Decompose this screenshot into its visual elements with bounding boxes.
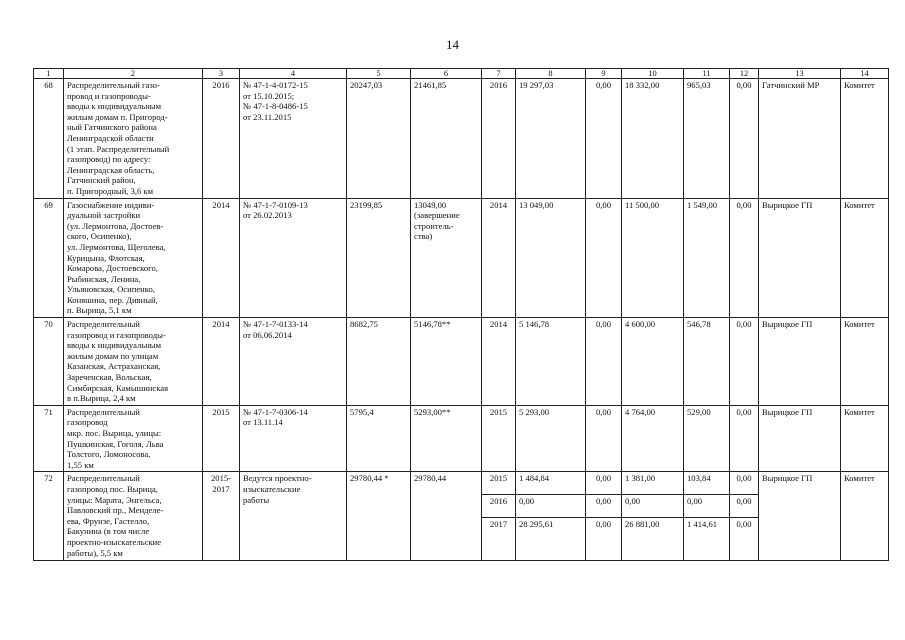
object-name: Распределительный газо- провод и газопроводы- вводы к индивидуальным жилым домам п. Пригород- ный Гатчинского района Ленинградской области (1 этап. Распределительный газопровод) по адресу: Ленинградская область, Гатчинский район, п. Пригородный, 3,6 км (64, 79, 203, 199)
header-cell: 11 (684, 69, 730, 79)
sub-year: 2017 (482, 518, 516, 561)
municipality: Гатчинский МР (759, 79, 841, 199)
responsible: Комитет (841, 198, 889, 318)
sub-year: 2015 (482, 405, 516, 472)
sub-year: 2016 (482, 79, 516, 199)
col12-value: 0,00 (730, 198, 759, 318)
row-number: 68 (34, 79, 64, 199)
header-cell: 10 (622, 69, 684, 79)
col11-value: 0,00 (684, 495, 730, 518)
col8-value: 1 484,84 (516, 472, 586, 495)
header-cell: 9 (586, 69, 622, 79)
col11-value: 546,78 (684, 318, 730, 406)
col9-value: 0,00 (586, 198, 622, 318)
col12-value: 0,00 (730, 318, 759, 406)
header-cell: 6 (411, 69, 482, 79)
col5-value: 5795,4 (347, 405, 411, 472)
header-cell: 3 (203, 69, 240, 79)
sub-year: 2014 (482, 198, 516, 318)
document-ref: № 47-1-7-0109-13 от 26.02.2013 (240, 198, 347, 318)
header-cell: 14 (841, 69, 889, 79)
header-cell: 12 (730, 69, 759, 79)
year: 2014 (203, 198, 240, 318)
header-cell: 5 (347, 69, 411, 79)
responsible: Комитет (841, 472, 889, 561)
sub-year: 2015 (482, 472, 516, 495)
col8-value: 28 295,61 (516, 518, 586, 561)
col12-value: 0,00 (730, 405, 759, 472)
table-row (34, 79, 889, 199)
object-name: Распределительный газопровод мкр. пос. Вырица, улицы: Пушкинская, Гоголя, Льва Толстого, Ломоносова, 1,55 км (64, 405, 203, 472)
col9-value: 0,00 (586, 318, 622, 406)
col6-value: 29780,44 (411, 472, 482, 561)
data-table (33, 68, 889, 561)
col8-value: 19 297,03 (516, 79, 586, 199)
table-row (34, 198, 889, 318)
col5-value: 20247,03 (347, 79, 411, 199)
header-cell: 2 (64, 69, 203, 79)
col8-value: 13 049,00 (516, 198, 586, 318)
year: 2015 (203, 405, 240, 472)
col11-value: 965,03 (684, 79, 730, 199)
municipality: Вырицкое ГП (759, 318, 841, 406)
object-name: Газоснабжение индиви- дуальной застройки (ул. Лермонтова, Достоев- ского, Осипенко), ул. Лермонтова, Щеголева, Курицына, Флотская, Комарова, Достоевского, Рыбинская, Ленина, Ульяновская, Осипенко, Коняшина, пер. Дивный, п. Вырица, 5,1 км (64, 198, 203, 318)
year: 2016 (203, 79, 240, 199)
header-row (34, 69, 889, 79)
col11-value: 529,00 (684, 405, 730, 472)
col11-value: 103,84 (684, 472, 730, 495)
col9-value: 0,00 (586, 79, 622, 199)
sub-year: 2016 (482, 495, 516, 518)
col11-value: 1 414,61 (684, 518, 730, 561)
header-cell: 4 (240, 69, 347, 79)
col12-value: 0,00 (730, 79, 759, 199)
header-cell: 8 (516, 69, 586, 79)
sub-year: 2014 (482, 318, 516, 406)
row-number: 69 (34, 198, 64, 318)
col10-value: 11 500,00 (622, 198, 684, 318)
col9-value: 0,00 (586, 472, 622, 495)
row-number: 71 (34, 405, 64, 472)
col9-value: 0,00 (586, 405, 622, 472)
col6-value: 5293,00** (411, 405, 482, 472)
object-name: Распределительный газопровод пос. Вырица, улицы: Марата, Энгельса, Павловский пр., Менделе- ева, Фрунзе, Гастелло, Бакунина (в том числе проектно-изыскательские работы), 5,5 км (64, 472, 203, 561)
col5-value: 8682,75 (347, 318, 411, 406)
responsible: Комитет (841, 405, 889, 472)
table-row (34, 318, 889, 406)
row-number: 70 (34, 318, 64, 406)
col6-value: 5146,78** (411, 318, 482, 406)
col6-value: 13049,00 (завершение строитель- ства) (411, 198, 482, 318)
header-cell: 13 (759, 69, 841, 79)
table-row (34, 472, 889, 495)
col11-value: 1 549,00 (684, 198, 730, 318)
document-ref: Ведутся проектно- изыскательские работы (240, 472, 347, 561)
col5-value: 23199,85 (347, 198, 411, 318)
year: 2014 (203, 318, 240, 406)
object-name: Распределительный газопровод и газопроводы- вводы к индивидуальным жилым домам по улицам Казанская, Астраханская, Зареченская, Вольская, Симбирская, Камышинская в п.Вырица, 2,4 км (64, 318, 203, 406)
municipality: Вырицкое ГП (759, 472, 841, 561)
row-number: 72 (34, 472, 64, 561)
header-cell: 7 (482, 69, 516, 79)
document-ref: № 47-1-7-0306-14 от 13.11.14 (240, 405, 347, 472)
col9-value: 0,00 (586, 518, 622, 561)
page-number: 14 (446, 37, 459, 52)
col12-value: 0,00 (730, 495, 759, 518)
col12-value: 0,00 (730, 472, 759, 495)
col10-value: 1 381,00 (622, 472, 684, 495)
municipality: Вырицкое ГП (759, 198, 841, 318)
document-ref: № 47-1-7-0133-14 от 06.06.2014 (240, 318, 347, 406)
table-row (34, 405, 889, 472)
col8-value: 5 293,00 (516, 405, 586, 472)
col10-value: 18 332,00 (622, 79, 684, 199)
municipality: Вырицкое ГП (759, 405, 841, 472)
col5-value: 29780,44 * (347, 472, 411, 561)
col6-value: 21461,85 (411, 79, 482, 199)
col10-value: 4 764,00 (622, 405, 684, 472)
year: 2015- 2017 (203, 472, 240, 561)
responsible: Комитет (841, 79, 889, 199)
col10-value: 0,00 (622, 495, 684, 518)
col10-value: 4 600,00 (622, 318, 684, 406)
header-cell: 1 (34, 69, 64, 79)
col8-value: 5 146,78 (516, 318, 586, 406)
responsible: Комитет (841, 318, 889, 406)
col9-value: 0,00 (586, 495, 622, 518)
col12-value: 0,00 (730, 518, 759, 561)
col10-value: 26 881,00 (622, 518, 684, 561)
document-ref: № 47-1-4-0172-15 от 15.10.2015; № 47-1-8-0486-15 от 23.11.2015 (240, 79, 347, 199)
col8-value: 0,00 (516, 495, 586, 518)
